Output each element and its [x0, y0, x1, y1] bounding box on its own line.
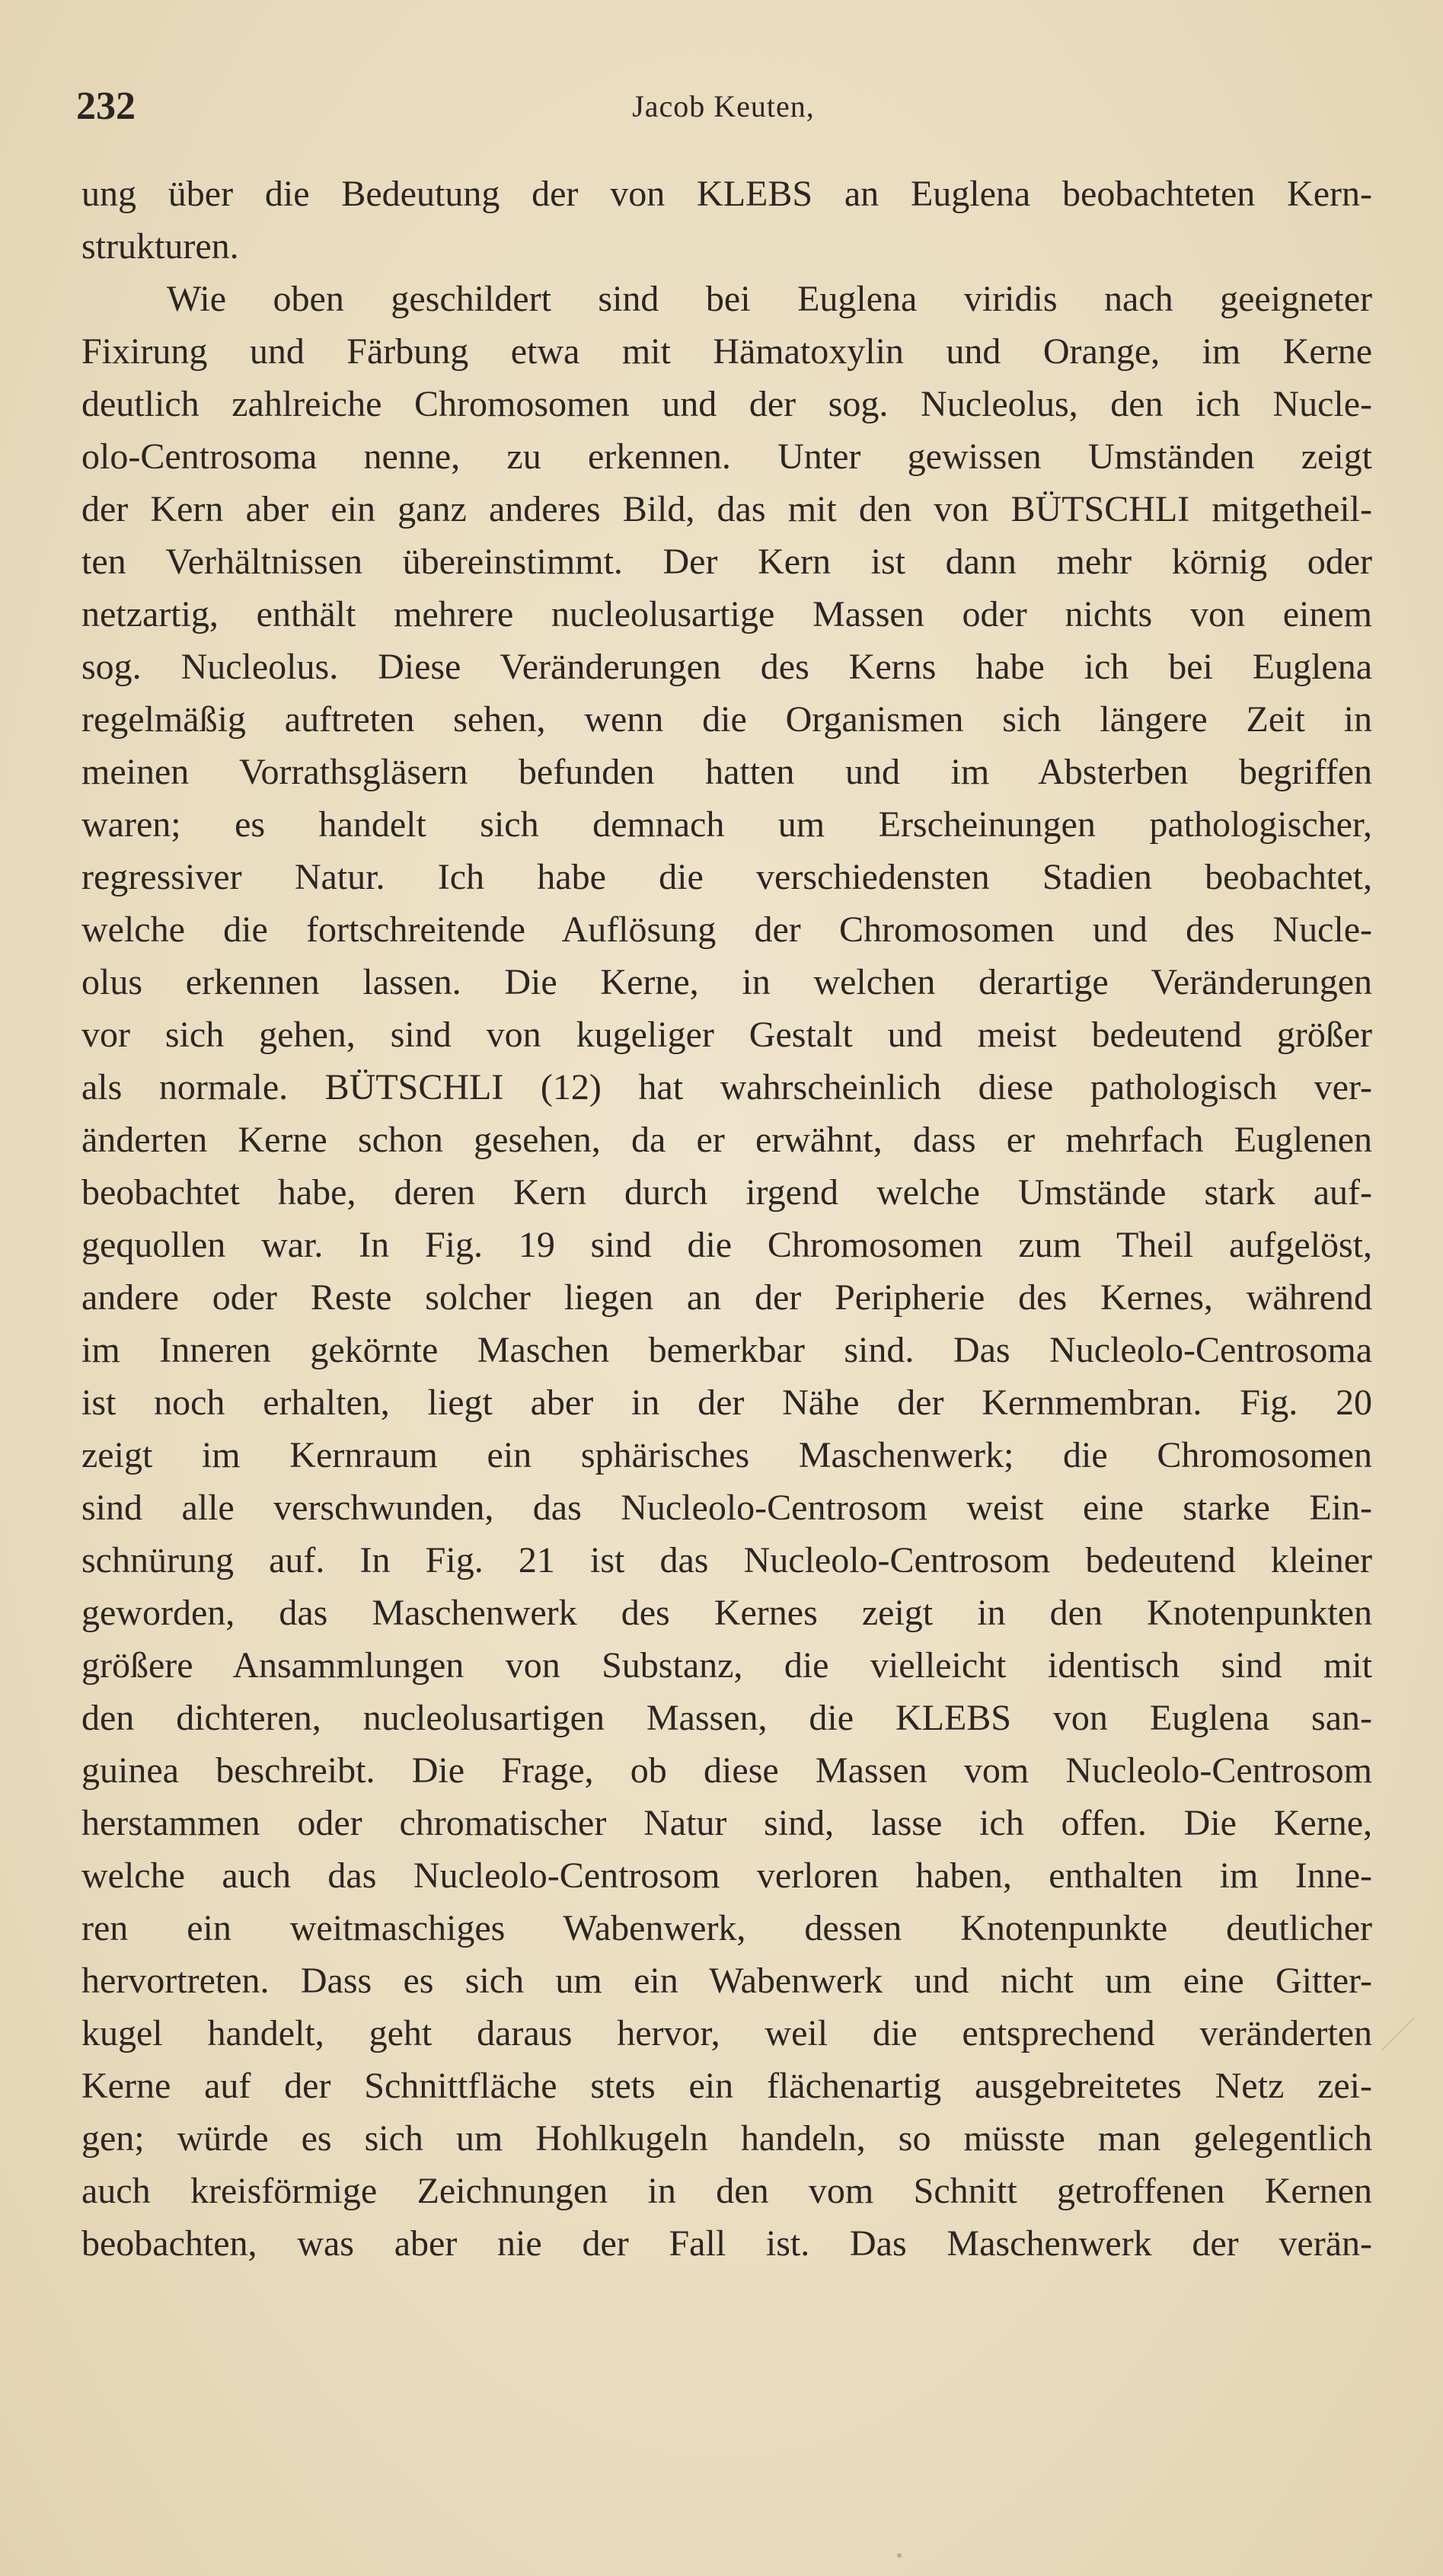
text-line: strukturen. [81, 226, 239, 267]
text-line: beobachten, was aber nie der Fall ist. Das Maschenwerk der verän- [81, 2223, 1372, 2264]
text-line: sog. Nucleolus. Diese Veränderungen des Kerns habe ich bei Euglena [81, 647, 1372, 687]
page-header [76, 80, 1371, 133]
text-line: kugel handelt, geht daraus hervor, weil die entsprechend veränderten [81, 2013, 1372, 2053]
text-line: ist noch erhalten, liegt aber in der Nähe der Kernmembran. Fig. 20 [81, 1382, 1372, 1423]
text-line: olo-Centrosoma nenne, zu erkennen. Unter gewissen Umständen zeigt [81, 436, 1372, 477]
text-line: beobachtet habe, deren Kern durch irgend welche Umstände stark auf- [81, 1172, 1372, 1213]
text-line: den dichteren, nucleolusartigen Massen, die KLEBS von Euglena san- [81, 1698, 1372, 1738]
text-line: deutlich zahlreiche Chromosomen und der sog. Nucleolus, den ich Nucle- [81, 384, 1372, 424]
text-line: welche auch das Nucleolo-Centrosom verloren haben, enthalten im Inne- [81, 1855, 1372, 1896]
text-line: olus erkennen lassen. Die Kerne, in welchen derartige Veränderungen [81, 962, 1372, 1002]
text-line: netzartig, enthält mehrere nucleolusartige Massen oder nichts von einem [81, 594, 1372, 634]
text-line: vor sich gehen, sind von kugeliger Gestalt und meist bedeutend größer [81, 1015, 1372, 1055]
text-line: auch kreisförmige Zeichnungen in den vom Schnitt getroffenen Kernen [81, 2171, 1372, 2211]
running-head: Jacob Keuten, [632, 89, 815, 123]
text-line: gequollen war. In Fig. 19 sind die Chromosomen zum Theil aufgelöst, [81, 1225, 1372, 1265]
text-line: Kerne auf der Schnittfläche stets ein flächenartig ausgebreitetes Netz zei- [81, 2066, 1372, 2106]
text-line: ung über die Bedeutung der von KLEBS an Euglena beobachteten Kern- [81, 174, 1372, 214]
text-line: regressiver Natur. Ich habe die verschiedensten Stadien beobachtet, [81, 857, 1372, 897]
text-line: welche die fortschreitende Auflösung der Chromosomen und des Nucle- [81, 909, 1372, 950]
text-line: änderten Kerne schon gesehen, da er erwähnt, dass er mehrfach Euglenen [81, 1120, 1372, 1160]
paper-speck [897, 2553, 902, 2558]
text-line: ren ein weitmaschiges Wabenwerk, dessen Knotenpunkte deutlicher [81, 1908, 1372, 1948]
text-line: größere Ansammlungen von Substanz, die vielleicht identisch sind mit [81, 1645, 1372, 1686]
page-number: 232 [76, 85, 136, 128]
text-line: meinen Vorrathsgläsern befunden hatten und im Absterben begriffen [81, 752, 1372, 792]
text-line: herstammen oder chromatischer Natur sind, lasse ich offen. Die Kerne, [81, 1803, 1372, 1843]
text-line: ten Verhältnissen übereinstimmt. Der Kern ist dann mehr körnig oder [81, 542, 1372, 582]
text-line: Fixirung und Färbung etwa mit Hämatoxylin und Orange, im Kerne [81, 331, 1372, 372]
text-line: andere oder Reste solcher liegen an der Peripherie des Kernes, während [81, 1277, 1372, 1318]
text-line: der Kern aber ein ganz anderes Bild, das mit den von BÜTSCHLI mitgetheil- [81, 489, 1372, 529]
body-text [81, 168, 1372, 2270]
text-line: sind alle verschwunden, das Nucleolo-Centrosom weist eine starke Ein- [81, 1488, 1372, 1528]
text-line: waren; es handelt sich demnach um Erscheinungen pathologischer, [81, 804, 1372, 845]
text-line: hervortreten. Dass es sich um ein Wabenwerk und nicht um eine Gitter- [81, 1961, 1372, 2001]
text-line: im Inneren gekörnte Maschen bemerkbar sind. Das Nucleolo-Centrosoma [81, 1330, 1372, 1370]
text-line: gen; würde es sich um Hohlkugeln handeln, so müsste man gelegentlich [81, 2118, 1372, 2159]
scan-mark [1381, 2017, 1415, 2050]
text-line: als normale. BÜTSCHLI (12) hat wahrscheinlich diese pathologisch ver- [81, 1067, 1372, 1107]
text-line: zeigt im Kernraum ein sphärisches Maschenwerk; die Chromosomen [81, 1435, 1372, 1475]
text-line: regelmäßig auftreten sehen, wenn die Organismen sich längere Zeit in [81, 699, 1372, 740]
text-line: schnürung auf. In Fig. 21 ist das Nucleolo-Centrosom bedeutend kleiner [81, 1540, 1372, 1580]
text-line: geworden, das Maschenwerk des Kernes zeigt in den Knotenpunkten [81, 1593, 1372, 1633]
text-line: guinea beschreibt. Die Frage, ob diese Massen vom Nucleolo-Centrosom [81, 1750, 1372, 1791]
text-line: Wie oben geschildert sind bei Euglena viridis nach geeigneter [167, 279, 1372, 319]
